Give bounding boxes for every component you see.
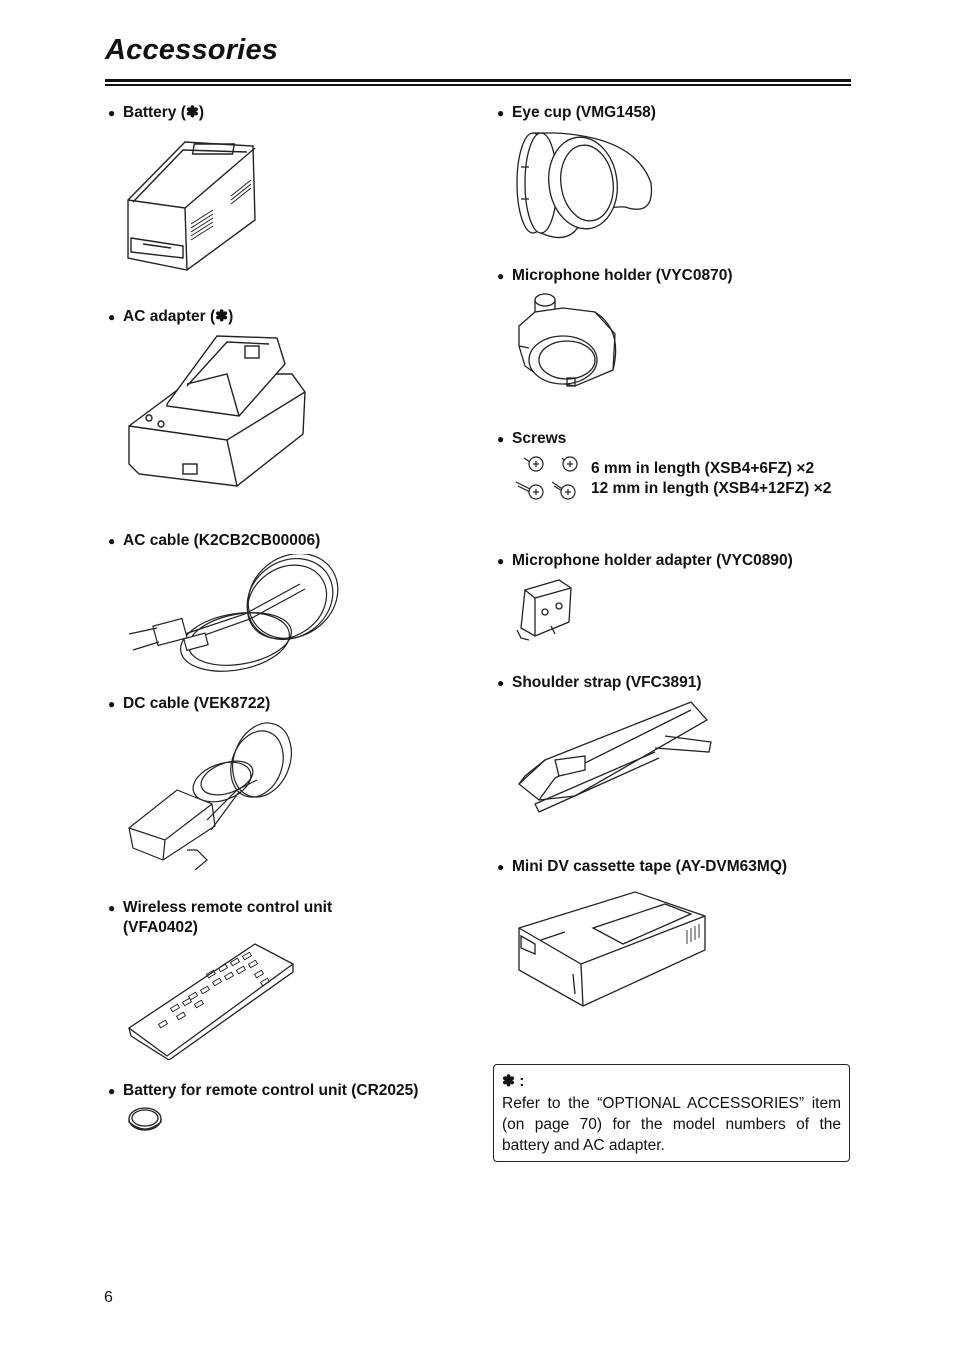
dc-cable-illustration xyxy=(127,720,297,870)
bullet-icon: ● xyxy=(108,1084,116,1098)
item-mic-holder-adapter xyxy=(497,551,793,571)
bullet-icon: ● xyxy=(497,432,505,446)
item-remote-battery xyxy=(108,1081,419,1101)
coin-battery-illustration xyxy=(127,1106,165,1134)
bullet-icon: ● xyxy=(497,554,505,568)
item-ac-cable xyxy=(108,531,321,551)
battery-illustration xyxy=(125,140,260,275)
bullet-icon: ● xyxy=(497,676,505,690)
eye-cup-illustration xyxy=(515,127,657,245)
screw-short-spec: 6 mm in length (XSB4+6FZ) ×2 xyxy=(591,460,815,477)
page-title: Accessories xyxy=(105,34,279,66)
item-shoulder-strap xyxy=(497,673,702,693)
mic-holder-adapter-illustration xyxy=(515,578,575,642)
item-ac-adapter xyxy=(108,307,234,327)
item-cassette xyxy=(497,857,788,877)
ac-adapter-illustration xyxy=(127,334,309,489)
item-label: Mini DV cassette tape (AY-DVM63MQ) xyxy=(512,858,788,875)
bullet-icon: ● xyxy=(108,534,116,548)
item-label: Microphone holder adapter (VYC0890) xyxy=(512,552,793,569)
footnote-marker: ✽ : xyxy=(502,1073,525,1090)
item-label: DC cable (VEK8722) xyxy=(123,695,271,712)
shoulder-strap-illustration xyxy=(515,700,715,818)
mic-holder-illustration xyxy=(515,290,623,390)
screw-long-spec: 12 mm in length (XSB4+12FZ) ×2 xyxy=(591,480,832,497)
bullet-icon: ● xyxy=(108,106,116,120)
cassette-illustration xyxy=(515,888,709,1010)
footnote-text: Refer to the “OPTIONAL ACCESSORIES” item (on page 70) for the model numbers of the battery and AC adapter. xyxy=(502,1095,841,1154)
item-label-model: (VFA0402) xyxy=(123,919,198,936)
item-screws xyxy=(497,429,567,449)
item-dc-cable xyxy=(108,694,271,714)
bullet-icon: ● xyxy=(497,860,505,874)
item-battery xyxy=(108,103,205,123)
bullet-icon: ● xyxy=(497,106,505,120)
remote-illustration xyxy=(127,942,297,1060)
item-eye-cup xyxy=(497,103,656,123)
item-label: Wireless remote control unit xyxy=(123,899,333,916)
item-label: Battery (✽) xyxy=(123,104,205,121)
item-remote xyxy=(108,898,333,938)
item-label: AC adapter (✽) xyxy=(123,308,234,325)
title-rule-thin xyxy=(105,84,851,86)
bullet-icon: ● xyxy=(108,697,116,711)
item-label: Shoulder strap (VFC3891) xyxy=(512,674,702,691)
item-label: Battery for remote control unit (CR2025) xyxy=(123,1082,419,1099)
item-label: Eye cup (VMG1458) xyxy=(512,104,656,121)
page-number: 6 xyxy=(104,1289,113,1306)
footnote-box xyxy=(493,1064,850,1162)
ac-cable-illustration xyxy=(125,554,340,674)
bullet-icon: ● xyxy=(497,269,505,283)
item-mic-holder xyxy=(497,266,733,286)
title-rule xyxy=(105,79,851,82)
bullet-icon: ● xyxy=(108,310,116,324)
screws-illustration xyxy=(514,452,584,504)
item-label: Screws xyxy=(512,430,567,447)
bullet-icon: ● xyxy=(108,901,116,915)
item-label: AC cable (K2CB2CB00006) xyxy=(123,532,321,549)
item-label: Microphone holder (VYC0870) xyxy=(512,267,733,284)
